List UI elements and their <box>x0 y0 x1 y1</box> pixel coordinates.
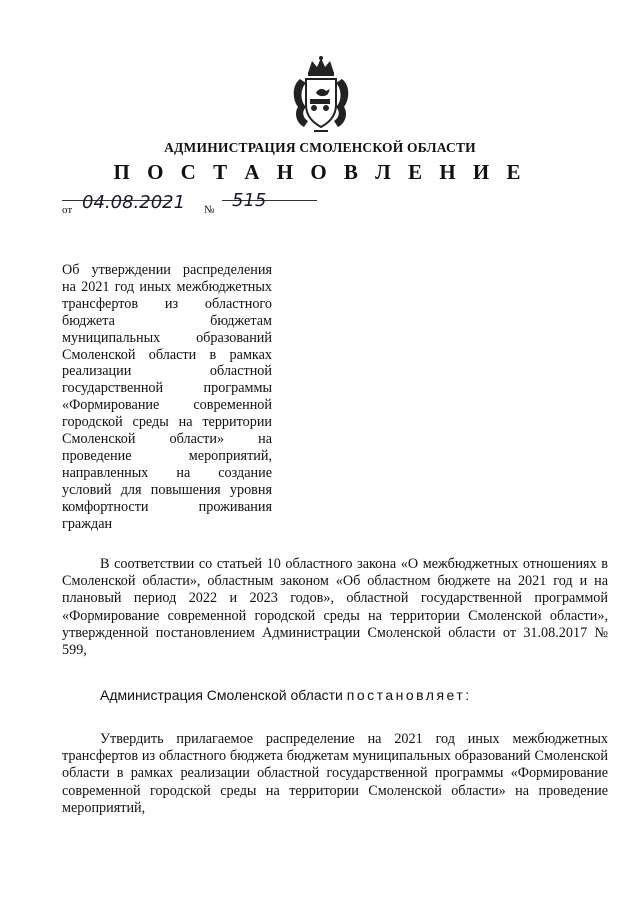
number-handwritten: 515 <box>232 190 267 211</box>
date-handwritten: 04.08.2021 <box>82 192 186 213</box>
resolution-verb: постановляет: <box>346 687 472 703</box>
document-subject: Об утверждении распределения на 2021 год иных межбюджетных трансфертов из областного бюджета бюджетам муниципальных образований Смоленской области в рамках реализации областной государственной программы «Формирование современной городской среды на территории Смоленской области» на проведение мероприятий, направленных на создание условий для повышения уровня комфортности проживания граждан <box>62 262 272 532</box>
agency-title: АДМИНИСТРАЦИЯ СМОЛЕНСКОЙ ОБЛАСТИ <box>164 140 476 155</box>
body-paragraph-approval: Утвердить прилагаемое распределение на 2021 год иных межбюджетных трансфертов из областного бюджета бюджетам муниципальных образований Смоленской области в рамках реализации областной государственной программы «Формирование современной городской среды на территории Смоленской области» на проведение мероприятий, <box>62 731 608 816</box>
number-prefix: № <box>204 204 215 216</box>
body-paragraph-legal-basis: В соответствии со статьей 10 областного закона «О межбюджетных отношениях в Смоленской области», областным законом «Об областном бюджете на 2021 год и на плановый период 2022 и 2023 годов», областной государственной программой «Формирование современной городской среды на территории Смоленской области», утвержденной постановлением Администрации Смоленской области от 31.08.2017 № 599, <box>62 556 608 659</box>
resolution-subject: Администрация Смоленской области <box>100 687 347 703</box>
document-type: П О С Т А Н О В Л Е Н И Е <box>113 160 527 184</box>
smolensk-coat-of-arms-icon <box>290 55 352 135</box>
date-prefix: от <box>62 204 73 216</box>
body-paragraph-resolution <box>62 687 608 704</box>
